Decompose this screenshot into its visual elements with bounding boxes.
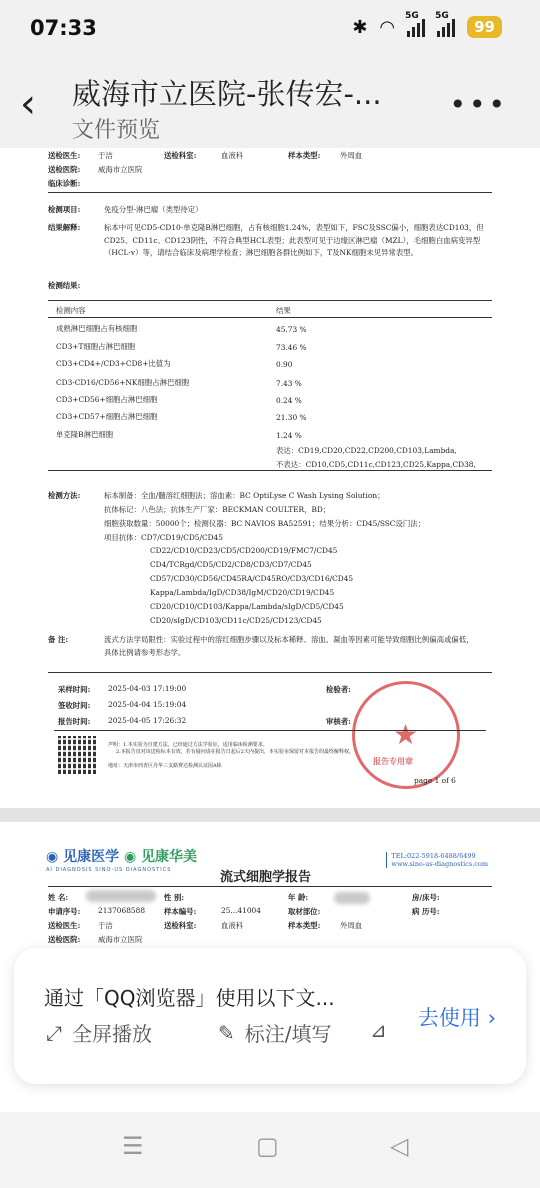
value: 血液科	[221, 151, 244, 160]
brand-logo: ◉ 见康医学 ◉ 见康华美 AI DIAGNOSIS SINO-US DIAGNOSTICS	[46, 849, 198, 873]
document-page-1[interactable]	[0, 148, 540, 808]
signal-icon-2: 5G	[437, 17, 455, 37]
label: 备 注:	[48, 635, 69, 644]
home-icon[interactable]: ▢	[256, 1132, 279, 1160]
label: 检验者:	[326, 685, 351, 694]
chevron-right-icon: ›	[487, 1006, 496, 1030]
antibody-line: CD20/sIgD/CD103/CD11c/CD25/CD123/CD45	[150, 616, 322, 625]
value: 免疫分型-淋巴瘤（类型待定）	[104, 205, 203, 214]
antibody-line: CD57/CD30/CD56/CD45RA/CD45RO/CD3/CD16/CD45	[150, 574, 354, 583]
antibody-line: CD22/CD10/CD23/CD5/CD200/CD19/FMC7/CD45	[150, 546, 338, 555]
edit-icon: ✎	[218, 1020, 235, 1045]
table-cell: 7.43 %	[276, 379, 302, 388]
card-message: 通过「QQ浏览器」使用以下文...	[44, 986, 335, 1010]
red-stamp	[352, 681, 460, 789]
annotate-label: 标注/填写	[244, 1022, 332, 1046]
value: 2025-04-05 17:26:32	[108, 716, 187, 725]
status-time: 07:33	[30, 16, 97, 40]
label: 样本类型:	[288, 921, 321, 930]
page-subtitle: 文件预览	[72, 118, 161, 143]
method-line: 标本制备：全血/髓溶红细胞法；溶血素：BC OptiLyse C Wash Lysing Solution；	[104, 491, 385, 500]
col-header: 结果	[276, 306, 291, 315]
value: 于洁	[98, 151, 113, 160]
table-cell: CD3+CD4+/CD3+CD8+比值为	[56, 359, 171, 368]
logo-text-2: 见康华美	[141, 849, 198, 865]
label: 送检科室:	[164, 921, 197, 930]
value: 外周血	[340, 921, 363, 930]
table-cell: 表达：CD19,CD20,CD22,CD200,CD103,Lambda,	[276, 446, 457, 455]
label: 姓 名:	[48, 893, 69, 902]
label: 房/床号:	[412, 893, 440, 902]
stamp-text: 报告专用章	[373, 756, 413, 766]
table-cell: CD3+T细胞占淋巴细胞	[56, 342, 136, 351]
value: 威海市立医院	[98, 935, 143, 944]
note-text: 流式方法学局限性：实验过程中的溶红细胞步骤以及标本稀释、溶血、凝血等因素可能导致细胞比例偏高或偏低，具体比例请参考形态学。	[104, 635, 474, 657]
value: 威海市立医院	[98, 165, 143, 174]
divider	[48, 470, 492, 471]
label: 审核者:	[326, 717, 351, 726]
label: 送检医生:	[48, 921, 81, 930]
statement: 声明：1.本实验为自建方法，已经通过方法学验证，适用临床检测要求。	[108, 742, 268, 748]
label: 送检医生:	[48, 151, 81, 160]
redacted-age	[334, 892, 370, 904]
value: 25...41004	[221, 906, 261, 915]
value: 于洁	[98, 921, 113, 930]
table-cell: 单克隆B淋巴细胞	[56, 430, 114, 439]
label: 临床诊断:	[48, 179, 81, 188]
label: 样本类型:	[288, 151, 321, 160]
table-cell: 不表达：CD10,CD5,CD11c,CD123,CD25,Kappa,CD38,	[276, 460, 476, 469]
table-cell: CD3+CD56+细胞占淋巴细胞	[56, 395, 158, 404]
divider	[48, 886, 492, 887]
label: 签收时间:	[58, 701, 91, 710]
fullscreen-button[interactable]	[46, 1018, 152, 1047]
method-line: 抗体标记：八色法；抗体生产厂家：BECKMAN COULTER，BD；	[104, 505, 331, 514]
more-icon[interactable]: •••	[449, 88, 508, 121]
col-header: 检测内容	[56, 306, 86, 315]
signal-icon: 5G	[407, 17, 425, 37]
annotate-button[interactable]	[218, 1018, 332, 1047]
label: 病 历号:	[412, 907, 440, 916]
label: 检测项目:	[48, 205, 81, 214]
table-cell: CD3-CD16/CD56+NK细胞占淋巴细胞	[56, 378, 190, 387]
label: 取材部位:	[288, 907, 321, 916]
report-title: 流式细胞学报告	[220, 870, 312, 885]
use-label: 去使用	[417, 1006, 481, 1030]
label: 送检医院:	[48, 935, 81, 944]
value: 2025-04-03 17:19:00	[108, 684, 187, 693]
back-nav-icon[interactable]: ◁	[390, 1132, 409, 1160]
address: 地址：天津市西青区丹华三支路赛达检测认证园A栋	[108, 763, 222, 769]
table-cell: 0.90	[276, 360, 293, 369]
table-cell: 45.73 %	[276, 325, 307, 334]
table-cell: 21.30 %	[276, 413, 307, 422]
label: 检测方法:	[48, 491, 81, 500]
page-gap	[0, 808, 540, 822]
table-cell: 0.24 %	[276, 396, 302, 405]
results-table-header	[48, 300, 492, 318]
menu-icon[interactable]: ☰	[122, 1132, 144, 1160]
value: 血液科	[221, 921, 244, 930]
qr-code	[58, 736, 96, 774]
statement: 2.本报告仅对该送检标本有效，若有疑问请在报告日起后2天内提出，本实验室保留对本报告的最终解释权。	[116, 749, 354, 755]
tel: TEL:022-5918-6488/6499	[391, 852, 476, 860]
label: 样本编号:	[164, 907, 197, 916]
label: 报告时间:	[58, 717, 91, 726]
label: 送检医院:	[48, 165, 81, 174]
label: 年 龄:	[288, 893, 309, 902]
divider	[48, 672, 492, 673]
use-button[interactable]	[418, 1002, 496, 1032]
interpretation-text: 标本中可见CD5-CD10-单克隆B淋巴细胞，占有核细胞1.24%，表型如下，FSC及SSC偏小，细胞表达CD103，但CD25、CD11c、CD123阴性，不符合典型HCL表型；此表型可见于边缘区淋巴瘤（MZL），毛细胞白血病变异型（HCL-v）等，请结合临床及病理学检查；淋巴细胞各群比例如下，T及NK细胞未见异常表型。	[104, 223, 484, 257]
fullscreen-icon: ⤢	[46, 1020, 62, 1045]
contact-info	[386, 852, 488, 868]
back-icon[interactable]: ‹	[20, 81, 36, 127]
table-cell: 成熟淋巴细胞占有核细胞	[56, 324, 138, 333]
status-icons	[352, 11, 502, 38]
website: www.sino-us-diagnostics.com	[391, 860, 488, 868]
battery-icon: 99	[467, 16, 502, 38]
antibody-line: CD20/CD10/CD103/Kappa/Lambda/sIgD/CD5/CD45	[150, 602, 344, 611]
logo-text-1: 见康医学	[63, 849, 120, 865]
divider	[54, 730, 486, 731]
chart-icon[interactable]: ⊿	[370, 1018, 387, 1042]
logo-subtext: AI DIAGNOSIS SINO-US DIAGNOSTICS	[46, 867, 172, 873]
star-icon: ★	[393, 718, 419, 751]
page-title: 威海市立医院-张传宏-...	[72, 77, 382, 111]
method-line: 项目抗体：CD7/CD19/CD5/CD45	[104, 533, 223, 542]
method-line: 细胞获取数量：50000个；检测仪器：BC NAVIOS BA52591；结果分析：CD45/SSC设门法；	[104, 519, 426, 528]
navigation-bar	[0, 1112, 540, 1188]
table-cell: CD3+CD57+细胞占淋巴细胞	[56, 412, 158, 421]
open-with-card[interactable]	[14, 948, 526, 1084]
fullscreen-label: 全屏播放	[72, 1022, 152, 1046]
app-header	[0, 58, 540, 148]
label: 性 别:	[164, 893, 185, 902]
antibody-line: Kappa/Lambda/IgD/CD38/IgM/CD20/CD19/CD45	[150, 588, 335, 597]
value: 2137068588	[98, 906, 146, 915]
table-cell: 1.24 %	[276, 431, 302, 440]
divider	[48, 192, 492, 193]
label: 结果解释:	[48, 223, 81, 232]
status-bar	[0, 0, 540, 58]
antibody-line: CD4/TCRgd/CD5/CD2/CD8/CD3/CD7/CD45	[150, 560, 312, 569]
table-cell: 73.46 %	[276, 343, 307, 352]
wifi-icon: ◠	[379, 16, 396, 38]
label: 检测结果:	[48, 281, 81, 290]
value: 2025-04-04 15:19:04	[108, 700, 187, 709]
label: 申请序号:	[48, 907, 81, 916]
label: 采样时间:	[58, 685, 91, 694]
label: 送检科室:	[164, 151, 197, 160]
bluetooth-icon: ✱	[352, 16, 368, 38]
value: 外周血	[340, 151, 363, 160]
page-number: page 1 of 6	[414, 776, 456, 785]
redacted-name	[86, 890, 156, 902]
